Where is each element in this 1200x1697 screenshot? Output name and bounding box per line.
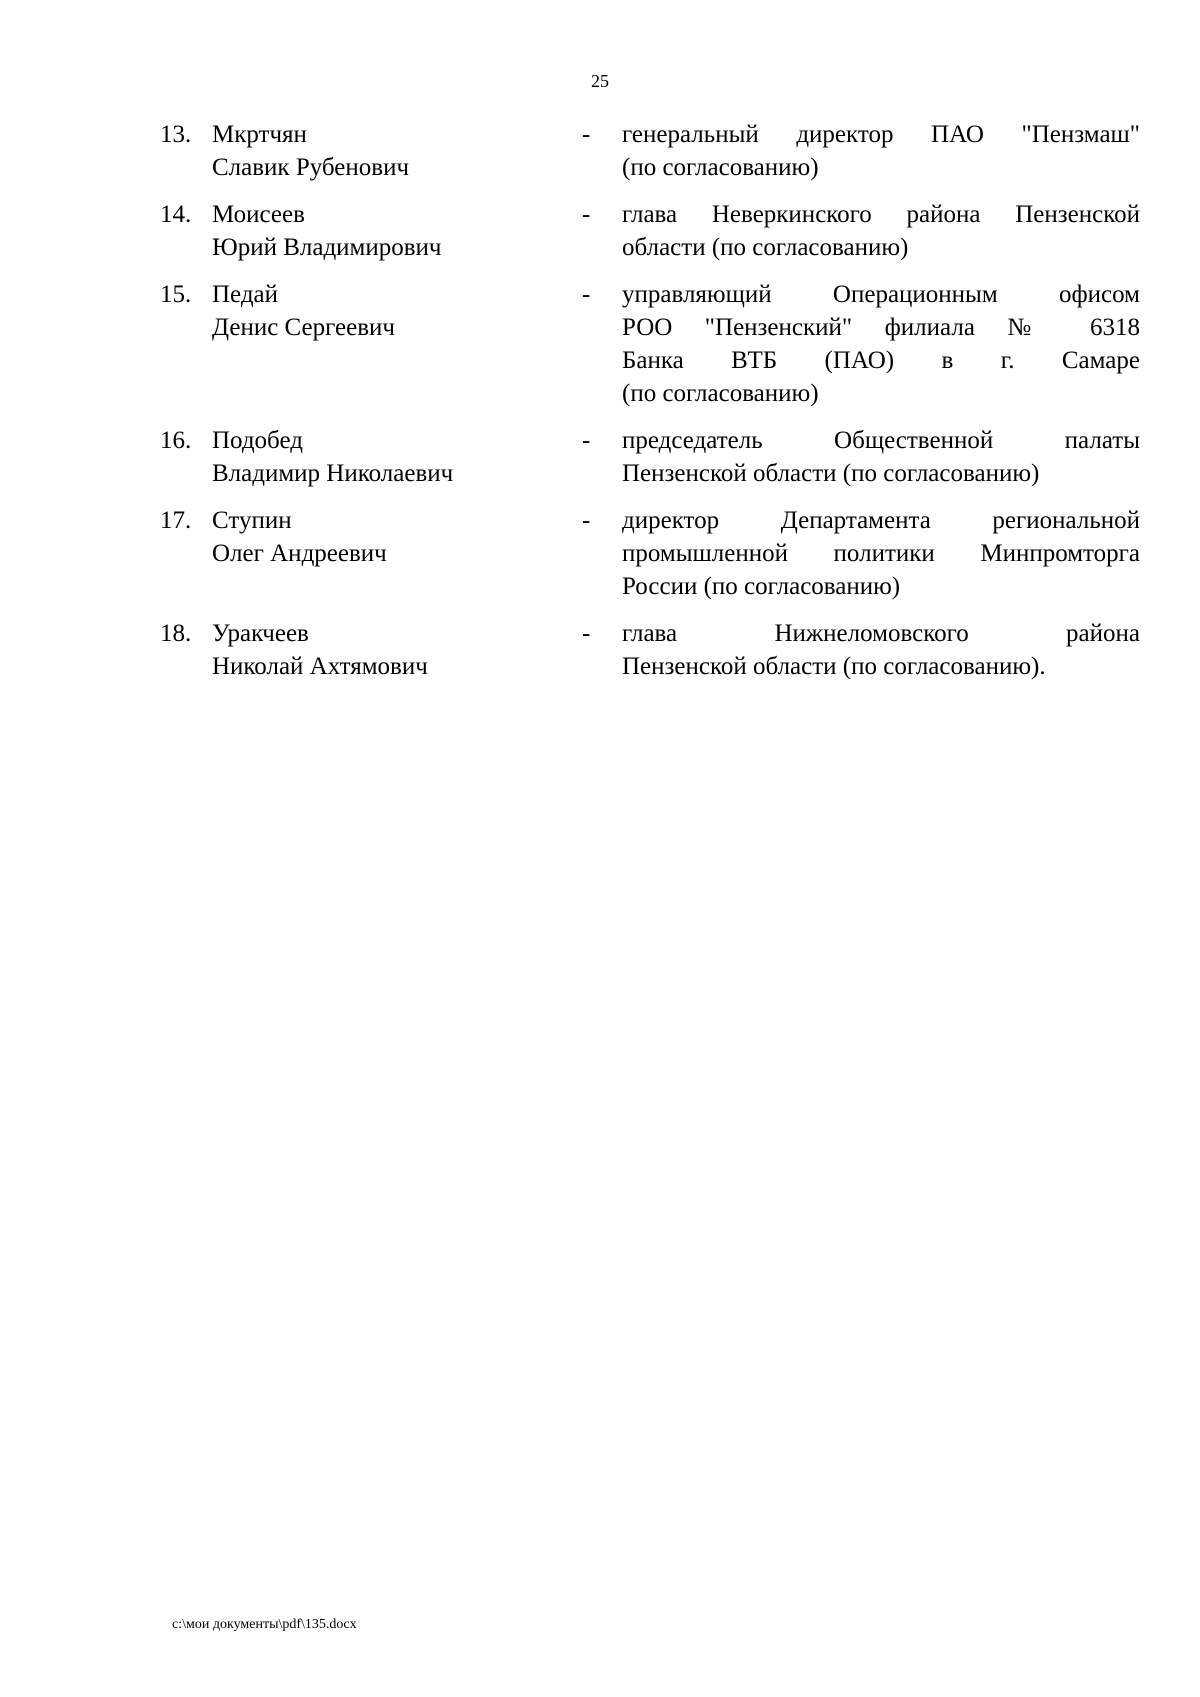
member-dash: - — [582, 427, 591, 454]
member-number: 16. — [160, 427, 192, 454]
member-row — [160, 617, 1140, 683]
member-given-name: Олег Андреевич — [212, 540, 387, 567]
member-surname: Педай — [212, 281, 279, 308]
member-dash: - — [582, 121, 591, 148]
role-line: Банка ВТБ (ПАО) в г. Самаре — [622, 347, 1140, 374]
member-role — [622, 118, 1140, 184]
member-role — [622, 424, 1140, 490]
role-line: области (по согласованию) — [622, 234, 909, 261]
role-line: глава Неверкинского района Пензенской — [622, 201, 1140, 228]
member-given-name: Славик Рубенович — [212, 154, 410, 181]
member-surname: Ступин — [212, 507, 292, 534]
member-dash: - — [582, 281, 591, 308]
member-row — [160, 424, 1140, 490]
member-number: 14. — [160, 201, 192, 228]
member-role — [622, 198, 1140, 264]
member-row — [160, 198, 1140, 264]
member-dash: - — [582, 620, 591, 647]
member-given-name: Денис Сергеевич — [212, 314, 396, 341]
member-name — [212, 198, 582, 264]
role-line: промышленной политики Минпромторга — [622, 540, 1140, 567]
member-number: 18. — [160, 620, 192, 647]
role-line: РОО "Пензенский" филиала № 6318 — [622, 314, 1140, 341]
member-number: 15. — [160, 281, 192, 308]
role-line: Пензенской области (по согласованию) — [622, 460, 1040, 487]
member-given-name: Юрий Владимирович — [212, 234, 442, 261]
member-name — [212, 504, 582, 570]
role-line: (по согласованию) — [622, 380, 819, 407]
page-number: 25 — [591, 71, 609, 91]
member-number: 13. — [160, 121, 192, 148]
role-line: директор Департамента региональной — [622, 507, 1140, 534]
member-number: 17. — [160, 507, 192, 534]
member-dash: - — [582, 201, 591, 228]
role-line: (по согласованию) — [622, 154, 819, 181]
member-name — [212, 278, 582, 344]
member-row — [160, 118, 1140, 184]
member-given-name: Владимир Николаевич — [212, 460, 454, 487]
member-name — [212, 118, 582, 184]
role-line: генеральный директор ПАО "Пензмаш" — [622, 121, 1140, 148]
member-row — [160, 278, 1140, 410]
role-line: глава Нижнеломовского района — [622, 620, 1140, 647]
members-list — [160, 118, 1140, 697]
member-given-name: Николай Ахтямович — [212, 653, 428, 680]
member-role — [622, 278, 1140, 410]
member-dash: - — [582, 507, 591, 534]
member-row — [160, 504, 1140, 603]
member-surname: Мкртчян — [212, 121, 307, 148]
member-name — [212, 617, 582, 683]
role-line: России (по согласованию) — [622, 573, 901, 600]
member-role — [622, 504, 1140, 603]
role-line: председатель Общественной палаты — [622, 427, 1140, 454]
member-name — [212, 424, 582, 490]
role-line: управляющий Операционным офисом — [622, 281, 1140, 308]
member-role — [622, 617, 1140, 683]
member-surname: Моисеев — [212, 201, 305, 228]
role-line: Пензенской области (по согласованию). — [622, 653, 1046, 680]
member-surname: Подобед — [212, 427, 303, 454]
member-surname: Уракчеев — [212, 620, 309, 647]
footer-file-path: c:\мои документы\pdf\135.docx — [172, 1617, 357, 1632]
